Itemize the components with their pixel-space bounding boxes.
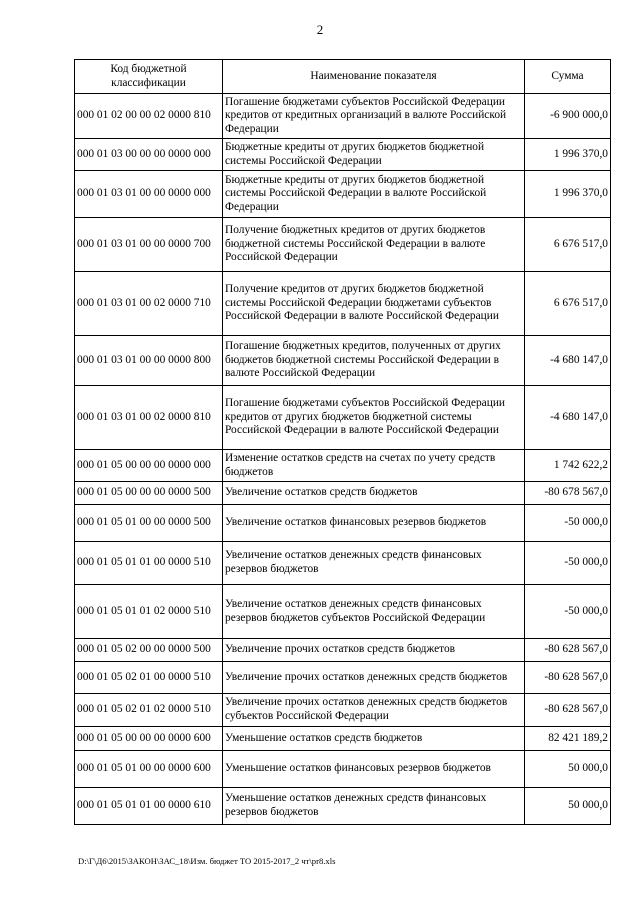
cell-code: 000 01 05 02 00 00 0000 500 bbox=[75, 639, 223, 662]
page-number: 2 bbox=[316, 22, 324, 37]
table-row bbox=[75, 139, 611, 171]
cell-sum: 50 000,0 bbox=[525, 788, 611, 825]
cell-name: Уменьшение остатков денежных средств финансовых резервов бюджетов bbox=[223, 788, 525, 825]
cell-name: Погашение бюджетами субъектов Российской Федерации кредитов от кредитных организаций в валюте Российской Федерации bbox=[223, 94, 525, 139]
table-row bbox=[75, 386, 611, 450]
cell-name: Погашение бюджетами субъектов Российской Федерации кредитов от других бюджетов бюджетной системы Российской Федерации в валюте Российской Федерации bbox=[223, 386, 525, 450]
cell-sum: -6 900 000,0 bbox=[525, 94, 611, 139]
cell-code: 000 01 03 01 00 00 0000 800 bbox=[75, 336, 223, 386]
cell-name: Получение бюджетных кредитов от других бюджетов бюджетной системы Российской Федерации в валюте Российской Федерации bbox=[223, 218, 525, 272]
table-row bbox=[75, 727, 611, 751]
cell-name: Погашение бюджетных кредитов, полученных от других бюджетов бюджетной системы Российской Федерации в валюте Российской Федерации bbox=[223, 336, 525, 386]
table-row bbox=[75, 450, 611, 482]
cell-sum: -50 000,0 bbox=[525, 542, 611, 585]
table-row bbox=[75, 94, 611, 139]
budget-sources-table bbox=[74, 59, 611, 825]
cell-code: 000 01 05 01 00 00 0000 600 bbox=[75, 751, 223, 788]
cell-code: 000 01 05 01 00 00 0000 500 bbox=[75, 505, 223, 542]
cell-sum: -80 628 567,0 bbox=[525, 694, 611, 727]
file-path-footer: D:\Г\Д6\2015\ЗАКОН\ЗАС_18\Изм. бюджет ТО 2015-2017_2 чт\pr8.xls bbox=[78, 856, 336, 866]
table-row bbox=[75, 272, 611, 336]
cell-name: Уменьшение остатков средств бюджетов bbox=[223, 727, 525, 751]
table-row bbox=[75, 662, 611, 694]
cell-name: Бюджетные кредиты от других бюджетов бюджетной системы Российской Федерации bbox=[223, 139, 525, 171]
cell-code: 000 01 03 01 00 00 0000 000 bbox=[75, 171, 223, 218]
cell-code: 000 01 03 00 00 00 0000 000 bbox=[75, 139, 223, 171]
cell-name: Уменьшение остатков финансовых резервов бюджетов bbox=[223, 751, 525, 788]
cell-code: 000 01 03 01 00 02 0000 810 bbox=[75, 386, 223, 450]
cell-name: Бюджетные кредиты от других бюджетов бюджетной системы Российской Федерации в валюте Российской Федерации bbox=[223, 171, 525, 218]
header-code: Код бюджетной классификации bbox=[75, 60, 223, 94]
cell-sum: 50 000,0 bbox=[525, 751, 611, 788]
cell-name: Увеличение остатков финансовых резервов бюджетов bbox=[223, 505, 525, 542]
cell-name: Увеличение прочих остатков средств бюджетов bbox=[223, 639, 525, 662]
table-row bbox=[75, 505, 611, 542]
cell-code: 000 01 05 01 01 00 0000 510 bbox=[75, 542, 223, 585]
cell-name: Получение кредитов от других бюджетов бюджетной системы Российской Федерации бюджетами субъектов Российской Федерации в валюте Российской Федерации bbox=[223, 272, 525, 336]
cell-code: 000 01 05 02 01 00 0000 510 bbox=[75, 662, 223, 694]
cell-name: Увеличение прочих остатков денежных средств бюджетов bbox=[223, 662, 525, 694]
header-sum: Сумма bbox=[525, 60, 611, 94]
cell-code: 000 01 05 00 00 00 0000 600 bbox=[75, 727, 223, 751]
cell-code: 000 01 05 01 01 02 0000 510 bbox=[75, 585, 223, 639]
cell-sum: -4 680 147,0 bbox=[525, 336, 611, 386]
cell-code: 000 01 02 00 00 02 0000 810 bbox=[75, 94, 223, 139]
cell-sum: -80 678 567,0 bbox=[525, 482, 611, 505]
table-row bbox=[75, 639, 611, 662]
cell-name: Увеличение прочих остатков денежных средств бюджетов субъектов Российской Федерации bbox=[223, 694, 525, 727]
cell-code: 000 01 05 00 00 00 0000 500 bbox=[75, 482, 223, 505]
table-row bbox=[75, 542, 611, 585]
cell-sum: 82 421 189,2 bbox=[525, 727, 611, 751]
table-row bbox=[75, 171, 611, 218]
cell-sum: -4 680 147,0 bbox=[525, 386, 611, 450]
table-row bbox=[75, 788, 611, 825]
cell-code: 000 01 03 01 00 02 0000 710 bbox=[75, 272, 223, 336]
cell-sum: 6 676 517,0 bbox=[525, 272, 611, 336]
table-row bbox=[75, 482, 611, 505]
cell-code: 000 01 03 01 00 00 0000 700 bbox=[75, 218, 223, 272]
table-row bbox=[75, 218, 611, 272]
cell-name: Увеличение остатков денежных средств финансовых резервов бюджетов bbox=[223, 542, 525, 585]
cell-name: Увеличение остатков денежных средств финансовых резервов бюджетов субъектов Российской Федерации bbox=[223, 585, 525, 639]
table-row bbox=[75, 751, 611, 788]
cell-sum: 6 676 517,0 bbox=[525, 218, 611, 272]
table-row bbox=[75, 336, 611, 386]
cell-sum: 1 742 622,2 bbox=[525, 450, 611, 482]
cell-name: Увеличение остатков средств бюджетов bbox=[223, 482, 525, 505]
cell-sum: -50 000,0 bbox=[525, 585, 611, 639]
cell-sum: 1 996 370,0 bbox=[525, 139, 611, 171]
table-row bbox=[75, 585, 611, 639]
cell-sum: 1 996 370,0 bbox=[525, 171, 611, 218]
cell-code: 000 01 05 02 01 02 0000 510 bbox=[75, 694, 223, 727]
cell-code: 000 01 05 00 00 00 0000 000 bbox=[75, 450, 223, 482]
cell-sum: -80 628 567,0 bbox=[525, 639, 611, 662]
cell-name: Изменение остатков средств на счетах по учету средств бюджетов bbox=[223, 450, 525, 482]
cell-sum: -50 000,0 bbox=[525, 505, 611, 542]
cell-code: 000 01 05 01 01 00 0000 610 bbox=[75, 788, 223, 825]
header-name: Наименование показателя bbox=[223, 60, 525, 94]
table-row bbox=[75, 694, 611, 727]
table-header-row bbox=[75, 60, 611, 94]
cell-sum: -80 628 567,0 bbox=[525, 662, 611, 694]
